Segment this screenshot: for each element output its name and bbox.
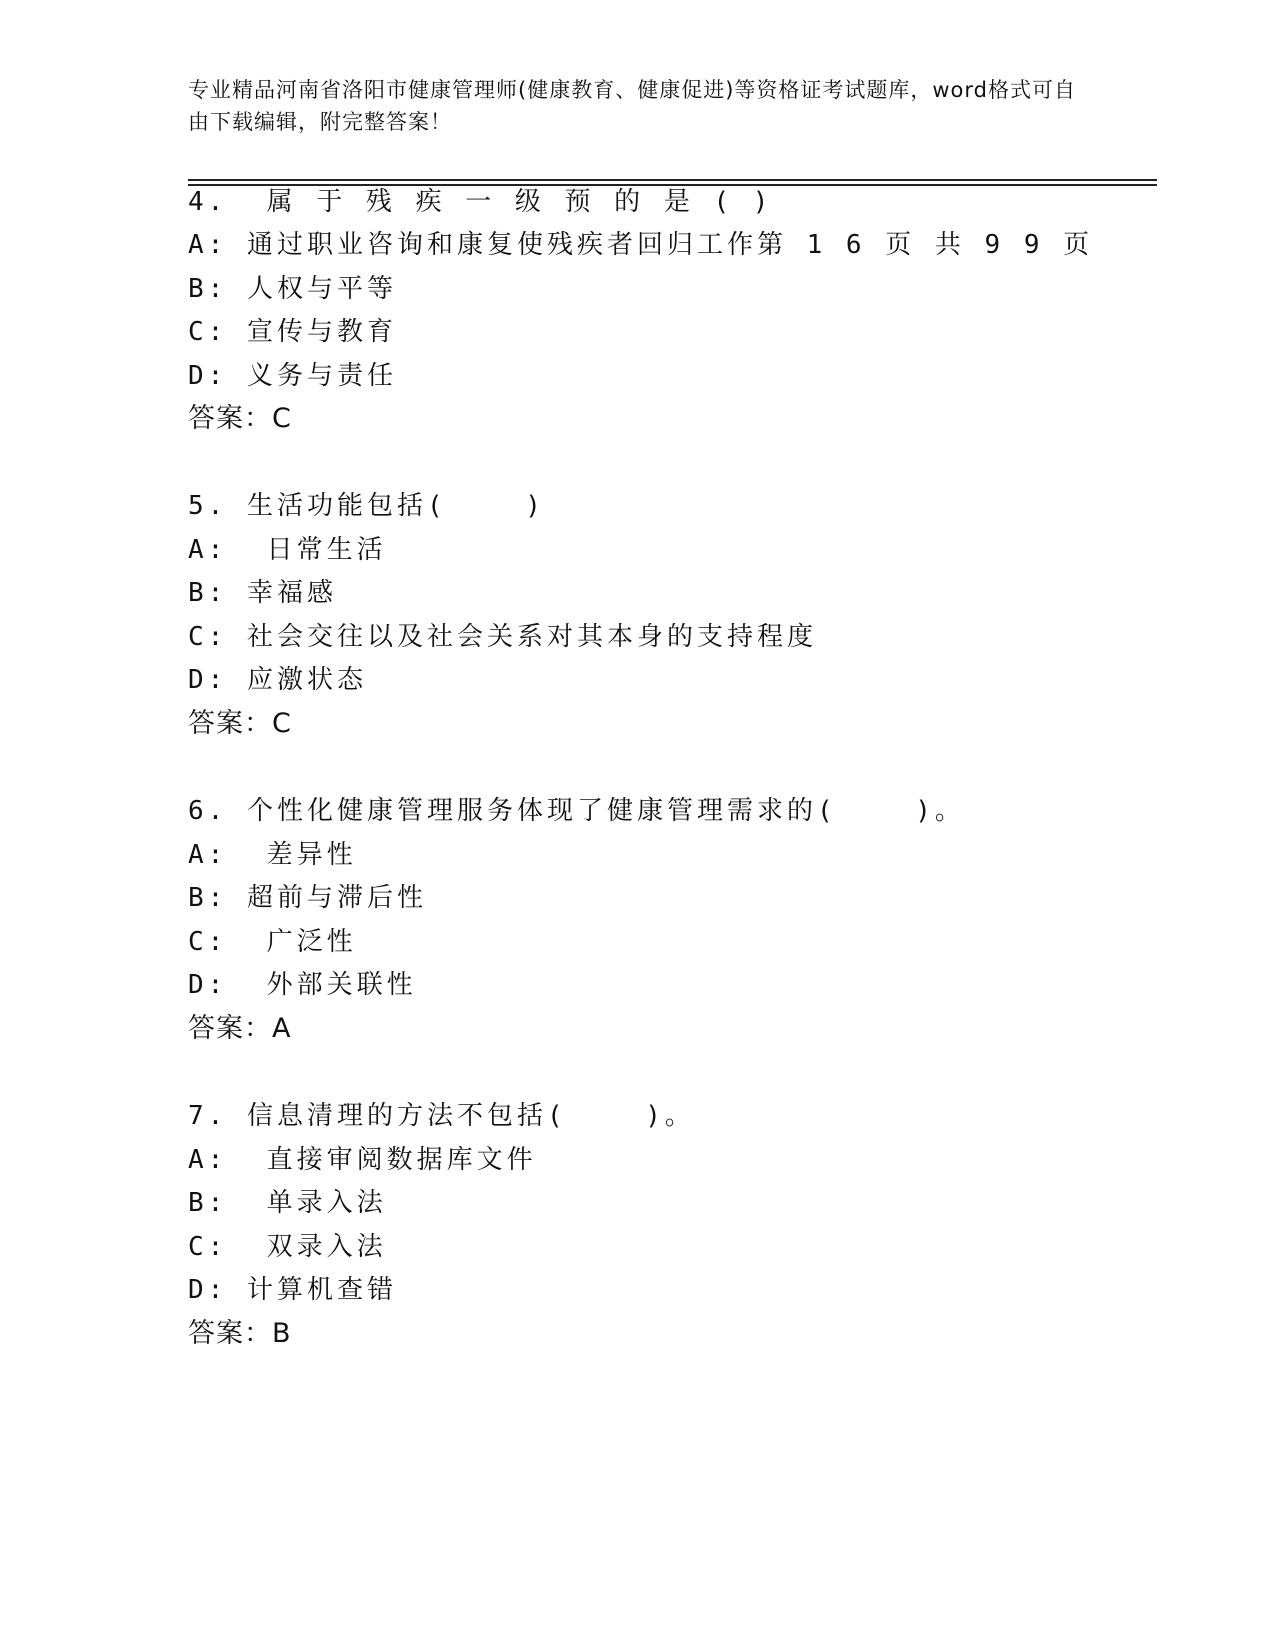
answer-line: 答案：B xyxy=(188,1318,292,1349)
option-b: B: 单录入法 xyxy=(188,1188,387,1218)
document-header: 专业精品河南省洛阳市健康管理师(健康教育、健康促进)等资格证考试题库，word格式可自由下载编辑，附完整答案！ xyxy=(188,78,1077,134)
option-d: D: 外部关联性 xyxy=(188,970,417,1000)
option-b: B: 超前与滞后性 xyxy=(188,883,427,913)
option-a: A: 日常生活 xyxy=(188,535,387,565)
option-d: D: 义务与责任 xyxy=(188,361,397,391)
option-c: C: 宣传与教育 xyxy=(188,317,397,347)
option-a: A: 直接审阅数据库文件 xyxy=(188,1145,537,1175)
answer-line: 答案：C xyxy=(188,403,292,434)
answer-line: 答案：A xyxy=(188,1013,292,1044)
option-d: D: 应激状态 xyxy=(188,665,367,695)
option-d: D: 计算机查错 xyxy=(188,1275,397,1305)
option-b: B: 人权与平等 xyxy=(188,274,397,304)
header-divider-top xyxy=(188,179,1157,181)
question-stem: 6. 个性化健康管理服务体现了健康管理需求的( )。 xyxy=(188,796,965,826)
option-c: C: 广泛性 xyxy=(188,927,357,957)
answer-line: 答案：C xyxy=(188,708,292,739)
option-a: A: 差异性 xyxy=(188,840,357,870)
question-stem: 7. 信息清理的方法不包括( )。 xyxy=(188,1101,695,1131)
question-stem: 4. 属 于 残 疾 一 级 预 的 是 ( ) xyxy=(188,187,773,217)
option-c: C: 社会交往以及社会关系对其本身的支持程度 xyxy=(188,622,817,652)
option-c: C: 双录入法 xyxy=(188,1232,387,1262)
option-b: B: 幸福感 xyxy=(188,578,337,608)
option-a: A: 通过职业咨询和康复使残疾者回归工作第 1 6 页 共 9 9 页 xyxy=(188,230,1094,260)
question-stem: 5. 生活功能包括( ) xyxy=(188,491,545,521)
